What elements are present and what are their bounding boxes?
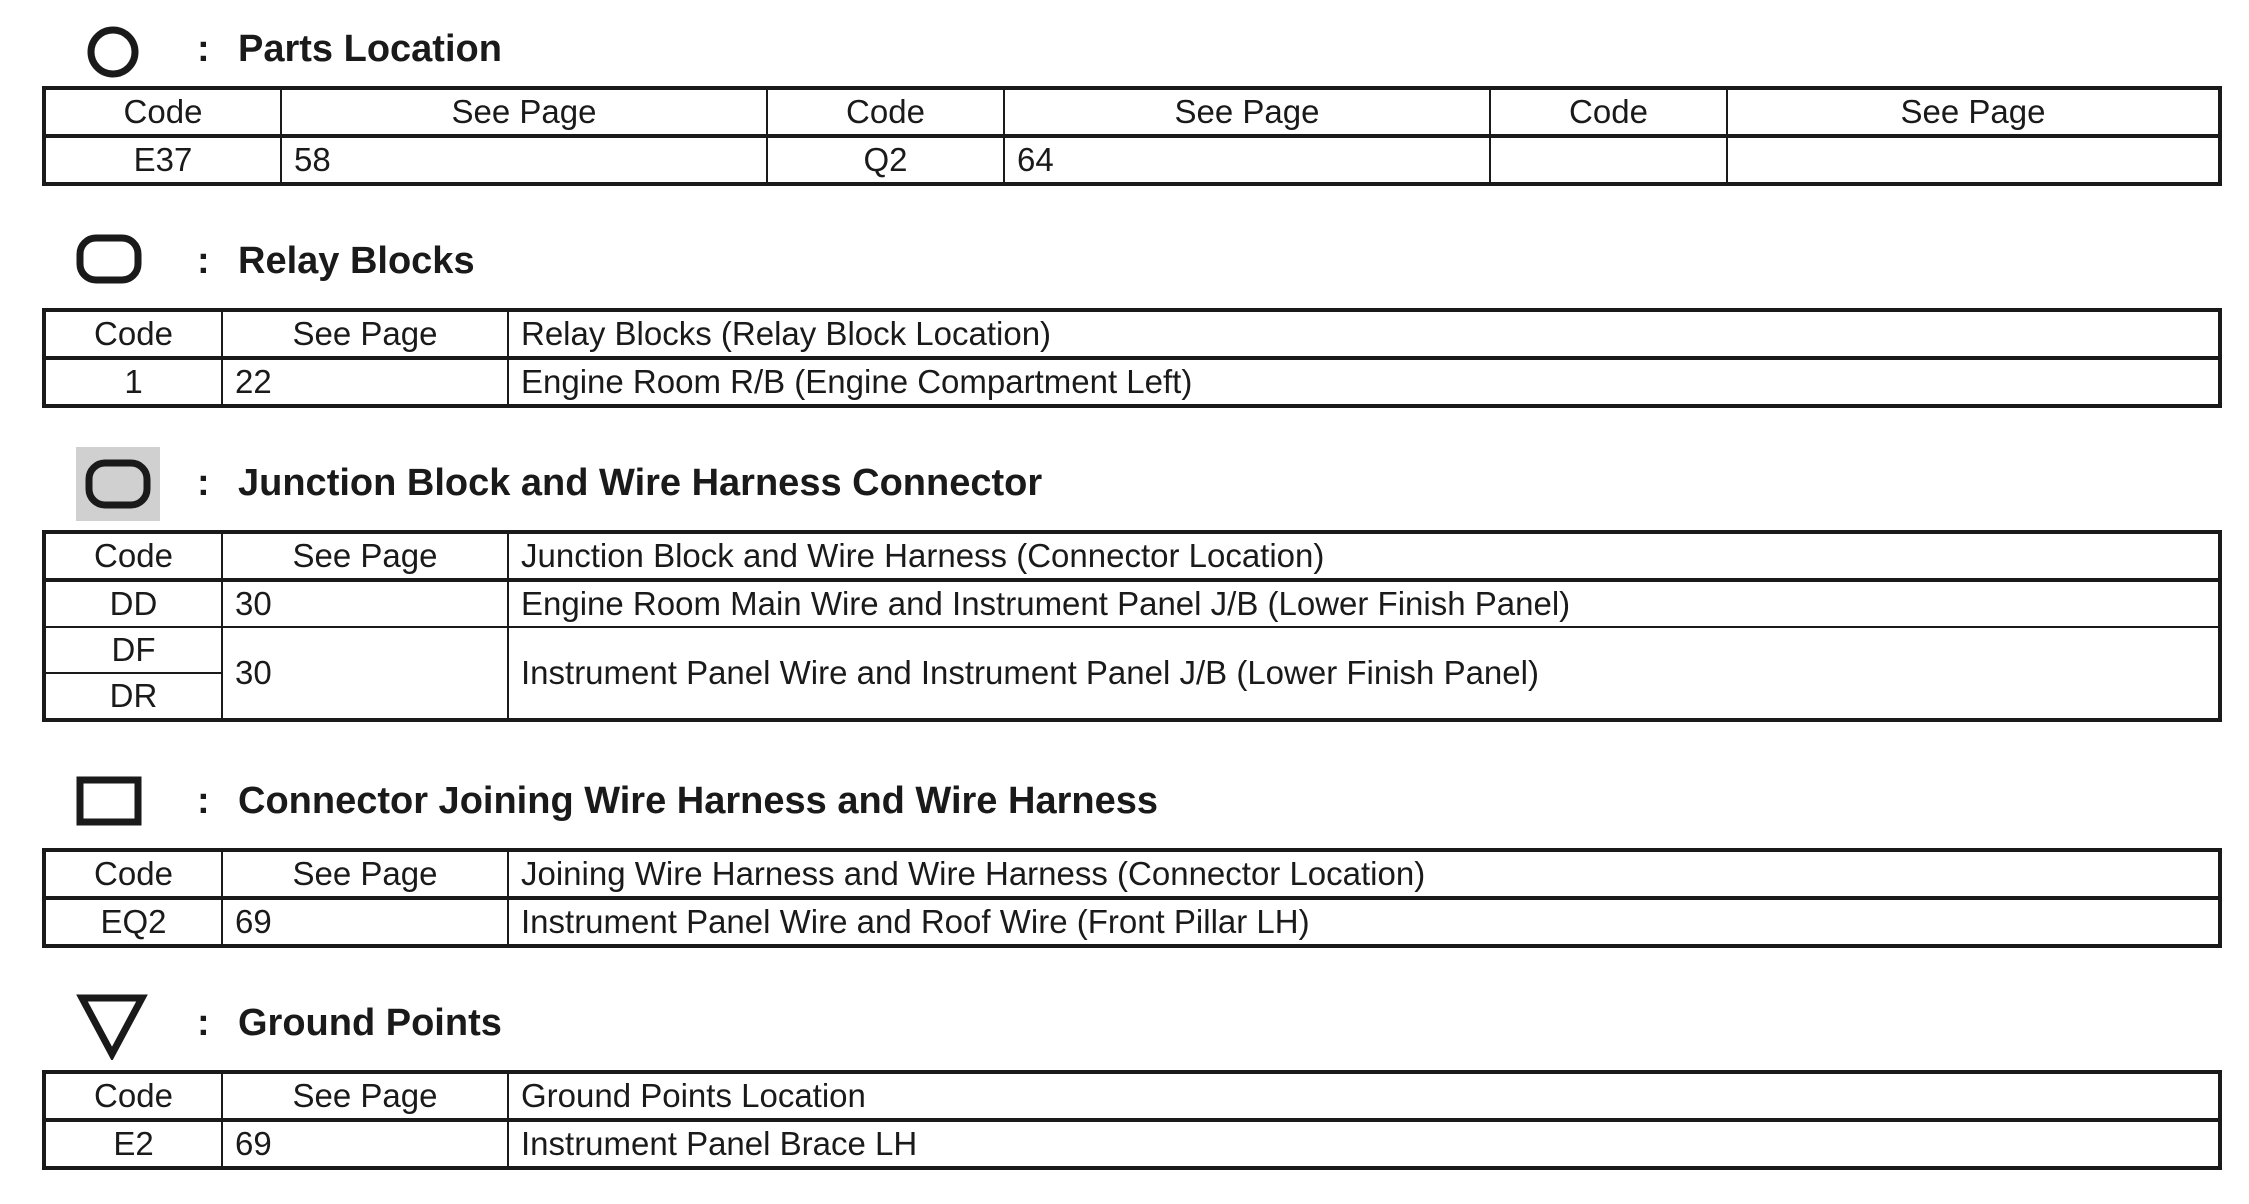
shaded-rounded-rectangle-icon <box>76 447 160 521</box>
section-title: Parts Location <box>238 28 502 70</box>
description-cell: Instrument Panel Brace LH <box>508 1120 2220 1168</box>
junction-block-header <box>0 444 2249 524</box>
code-cell: DD <box>44 580 222 627</box>
table-row <box>44 627 2220 673</box>
code-cell: DF <box>44 627 222 673</box>
column-header: See Page <box>222 310 508 358</box>
code-cell: DR <box>44 673 222 720</box>
section-title: Ground Points <box>238 1002 502 1044</box>
code-cell <box>1490 136 1727 184</box>
column-header: Ground Points Location <box>508 1072 2220 1120</box>
column-header: Code <box>44 88 281 136</box>
description-cell: Engine Room Main Wire and Instrument Panel J/B (Lower Finish Panel) <box>508 580 2220 627</box>
column-header: Joining Wire Harness and Wire Harness (Connector Location) <box>508 850 2220 898</box>
ground-points-table <box>42 1070 2222 1170</box>
code-cell: E37 <box>44 136 281 184</box>
parts-location-header <box>0 10 2249 90</box>
table-row <box>44 580 2220 627</box>
section-title: Relay Blocks <box>238 240 475 282</box>
description-cell: Engine Room R/B (Engine Compartment Left) <box>508 358 2220 406</box>
table-row <box>44 898 2220 946</box>
table-header-row <box>44 532 2220 580</box>
column-header: See Page <box>222 850 508 898</box>
table-header-row <box>44 88 2220 136</box>
table-row <box>44 358 2220 406</box>
column-header: Code <box>1490 88 1727 136</box>
table-header-row <box>44 310 2220 358</box>
connector-joining-header <box>0 762 2249 842</box>
column-header: Code <box>44 850 222 898</box>
rectangle-icon <box>76 776 142 826</box>
column-header: See Page <box>1727 88 2220 136</box>
page-cell <box>1727 136 2220 184</box>
page-cell: 64 <box>1004 136 1490 184</box>
column-header: Code <box>44 310 222 358</box>
parts-location-table <box>42 86 2222 186</box>
column-header: Code <box>44 1072 222 1120</box>
table-header-row <box>44 1072 2220 1120</box>
circle-icon <box>86 25 140 79</box>
description-cell: Instrument Panel Wire and Roof Wire (Front Pillar LH) <box>508 898 2220 946</box>
column-header: Code <box>767 88 1004 136</box>
section-title: Connector Joining Wire Harness and Wire Harness <box>238 780 1158 822</box>
code-cell: E2 <box>44 1120 222 1168</box>
table-row <box>44 136 2220 184</box>
section-colon: : <box>197 780 210 822</box>
column-header: See Page <box>222 532 508 580</box>
rounded-rectangle-icon <box>76 234 142 286</box>
column-header: Relay Blocks (Relay Block Location) <box>508 310 2220 358</box>
relay-blocks-header <box>0 222 2249 302</box>
description-cell: Instrument Panel Wire and Instrument Panel J/B (Lower Finish Panel) <box>508 627 2220 720</box>
section-colon: : <box>197 1002 210 1044</box>
section-colon: : <box>197 240 210 282</box>
table-header-row <box>44 850 2220 898</box>
section-title: Junction Block and Wire Harness Connector <box>238 462 1043 504</box>
column-header: See Page <box>222 1072 508 1120</box>
page-cell: 58 <box>281 136 767 184</box>
page-cell: 22 <box>222 358 508 406</box>
table-row <box>44 1120 2220 1168</box>
page-cell: 30 <box>222 627 508 720</box>
section-colon: : <box>197 28 210 70</box>
column-header: See Page <box>1004 88 1490 136</box>
column-header: Junction Block and Wire Harness (Connector Location) <box>508 532 2220 580</box>
junction-block-table <box>42 530 2222 722</box>
column-header: See Page <box>281 88 767 136</box>
code-cell: Q2 <box>767 136 1004 184</box>
page-cell: 69 <box>222 1120 508 1168</box>
page-cell: 69 <box>222 898 508 946</box>
page-cell: 30 <box>222 580 508 627</box>
section-colon: : <box>197 462 210 504</box>
relay-blocks-table <box>42 308 2222 408</box>
connector-joining-table <box>42 848 2222 948</box>
triangle-down-icon <box>76 992 148 1060</box>
ground-points-header <box>0 984 2249 1064</box>
code-cell: EQ2 <box>44 898 222 946</box>
code-cell: 1 <box>44 358 222 406</box>
column-header: Code <box>44 532 222 580</box>
